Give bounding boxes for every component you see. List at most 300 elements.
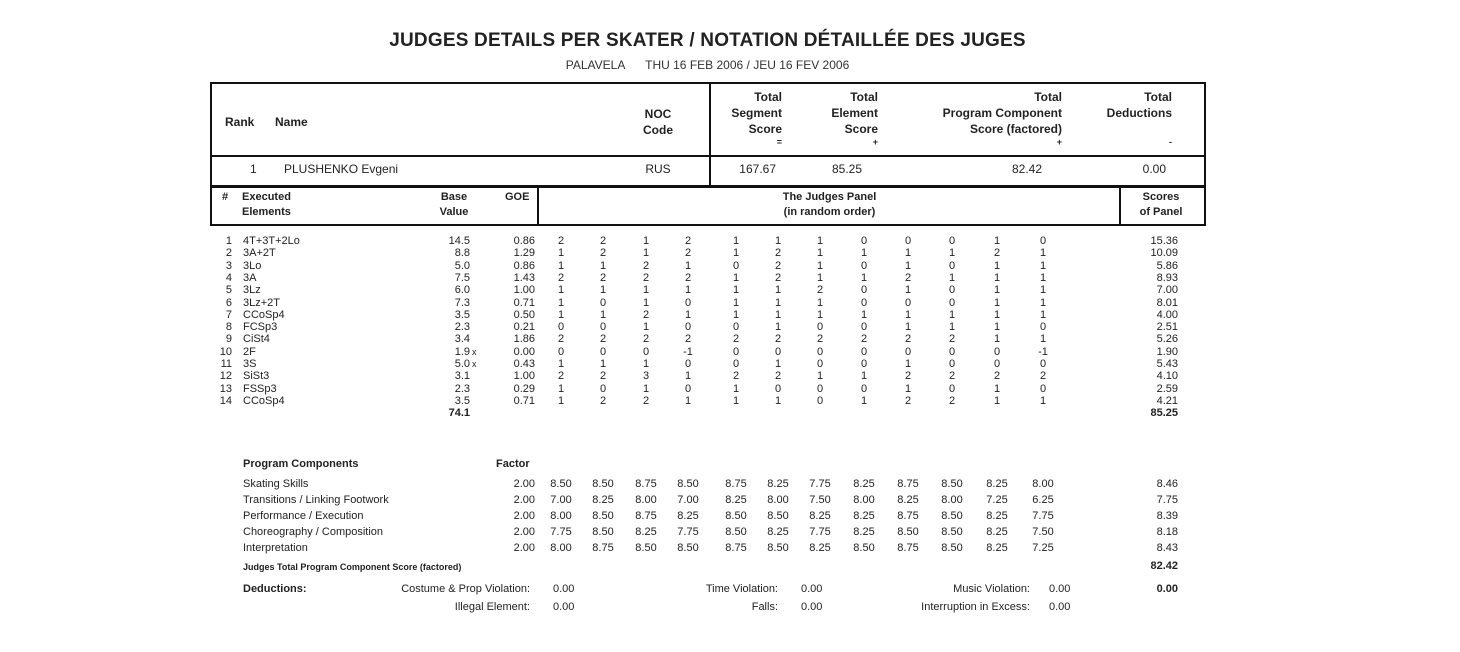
judge-component-mark: 8.50 — [635, 542, 657, 554]
judge-goe: 2 — [774, 259, 782, 272]
judge-component-mark: 7.00 — [677, 494, 699, 506]
judge-goe: 2 — [599, 333, 607, 346]
judge-goe: 2 — [599, 247, 607, 260]
judge-goe: 1 — [642, 321, 650, 334]
judge-component-mark: 8.25 — [767, 526, 789, 538]
judge-goe: 1 — [599, 358, 607, 370]
judge-goe: 1 — [684, 308, 692, 321]
element-number: 12 — [219, 370, 232, 383]
judge-goe: 0 — [860, 284, 868, 297]
elements-header-divider-left — [537, 185, 539, 226]
judge-component-mark: 8.75 — [635, 510, 657, 522]
element-number: 13 — [219, 382, 232, 395]
judge-goe: 2 — [948, 333, 956, 346]
element-goe: 0.50 — [513, 308, 535, 321]
element-base-value: 1.9 — [454, 345, 470, 358]
judge-goe: 2 — [774, 333, 782, 346]
illegal-element-label: Illegal Element: — [454, 601, 530, 613]
element-name: FCSp3 — [243, 321, 278, 334]
judge-goe: 1 — [642, 358, 650, 370]
element-goe: 0.43 — [513, 358, 535, 370]
judge-goe: 2 — [1039, 370, 1047, 383]
judge-goe: 1 — [948, 271, 956, 284]
judge-component-mark: 8.50 — [853, 542, 875, 554]
program-components-header: Program Components — [243, 458, 359, 470]
judge-goe: 1 — [774, 235, 782, 247]
judge-goe: 2 — [860, 333, 868, 346]
judge-goe: 1 — [860, 308, 868, 321]
judge-goe: 2 — [642, 333, 650, 346]
element-base-value: 3.1 — [454, 370, 470, 383]
element-goe: 0.71 — [513, 296, 535, 309]
judge-component-mark: 8.25 — [986, 526, 1008, 538]
judge-goe: 2 — [904, 370, 912, 383]
judge-goe: 1 — [993, 333, 1001, 346]
judge-goe: 1 — [904, 259, 912, 272]
judge-goe: 1 — [1039, 247, 1047, 260]
judge-goe: 1 — [774, 284, 782, 297]
judge-goe: 0 — [684, 358, 692, 370]
judge-goe: 2 — [904, 333, 912, 346]
judge-goe: 1 — [774, 321, 782, 334]
judge-goe: 0 — [948, 382, 956, 395]
element-name: 4T+3T+2Lo — [243, 235, 300, 247]
judge-goe: 1 — [642, 296, 650, 309]
judge-goe: 0 — [860, 321, 868, 334]
judge-goe: 0 — [1039, 382, 1047, 395]
element-number: 5 — [225, 284, 232, 297]
goe-header: GOE — [505, 191, 530, 203]
judge-goe: 0 — [993, 345, 1001, 358]
element-goe: 0.00 — [513, 345, 535, 358]
judge-component-mark: 8.50 — [767, 542, 789, 554]
judge-goe: 1 — [557, 247, 565, 260]
judge-goe: 0 — [816, 345, 824, 358]
judge-component-mark: 8.00 — [635, 494, 657, 506]
judge-component-mark: 7.75 — [809, 526, 831, 538]
judge-goe: 1 — [642, 382, 650, 395]
deductions-total: 0.00 — [1156, 583, 1178, 595]
judge-component-mark: 8.25 — [725, 494, 747, 506]
judge-goe: 2 — [599, 370, 607, 383]
judge-component-mark: 8.50 — [941, 478, 963, 490]
skater-noc: RUS — [645, 162, 671, 176]
judge-component-mark: 8.00 — [550, 510, 572, 522]
judge-goe: 1 — [816, 370, 824, 383]
judge-component-mark: 8.75 — [897, 542, 919, 554]
judge-goe: 3 — [642, 370, 650, 383]
judge-goe: 2 — [557, 333, 565, 346]
judge-component-mark: 8.50 — [592, 526, 614, 538]
judge-goe: 0 — [557, 345, 565, 358]
judge-goe: 0 — [860, 382, 868, 395]
element-name: 2F — [243, 345, 256, 358]
element-panel-score: 8.93 — [1156, 271, 1178, 284]
judge-goe: -1 — [683, 345, 693, 358]
skater-name: PLUSHENKO Evgeni — [284, 162, 399, 176]
judge-goe: 1 — [993, 321, 1001, 334]
interruption-label: Interruption in Excess: — [921, 601, 1030, 613]
judge-component-mark: 8.25 — [986, 542, 1008, 554]
element-number: 2 — [225, 247, 232, 260]
judge-goe: 1 — [732, 271, 740, 284]
judge-goe: 0 — [948, 296, 956, 309]
component-factor: 2.00 — [513, 526, 535, 538]
element-base-value: 2.3 — [454, 382, 470, 395]
judge-goe: 1 — [1039, 296, 1047, 309]
judge-component-mark: 8.75 — [725, 542, 747, 554]
judge-goe: 1 — [948, 247, 956, 260]
judge-component-mark: 8.50 — [677, 478, 699, 490]
judge-goe: 0 — [948, 358, 956, 370]
deductions-label: Deductions: — [243, 583, 307, 595]
judge-goe: 1 — [1039, 394, 1047, 407]
element-panel-score: 5.26 — [1156, 333, 1178, 346]
judge-goe: 2 — [948, 370, 956, 383]
judge-goe: 0 — [732, 358, 740, 370]
judge-component-mark: 8.50 — [677, 542, 699, 554]
num-header: # — [222, 191, 229, 203]
judge-goe: 1 — [993, 394, 1001, 407]
judge-goe: 1 — [1039, 308, 1047, 321]
judge-goe: 1 — [816, 235, 824, 247]
judge-goe: 2 — [642, 271, 650, 284]
illegal-element-value: 0.00 — [553, 601, 575, 613]
judge-goe: 0 — [904, 235, 912, 247]
element-name: 3A — [243, 271, 257, 284]
element-panel-score: 2.59 — [1156, 382, 1178, 395]
element-number: 11 — [220, 358, 232, 370]
judge-goe: 1 — [684, 284, 692, 297]
element-panel-score: 7.00 — [1156, 284, 1178, 297]
judge-component-mark: 8.25 — [635, 526, 657, 538]
judge-goe: 2 — [684, 247, 692, 260]
judge-goe: 1 — [642, 284, 650, 297]
judge-component-mark: 7.25 — [1032, 542, 1054, 554]
judge-goe: 2 — [774, 247, 782, 260]
element-number: 1 — [225, 235, 232, 247]
judge-goe: 0 — [860, 259, 868, 272]
page-subtitle — [0, 58, 1415, 72]
judge-component-mark: 8.00 — [767, 494, 789, 506]
judge-goe: 0 — [1039, 358, 1047, 370]
element-name: SiSt3 — [243, 370, 270, 383]
judge-component-mark: 8.50 — [725, 526, 747, 538]
judge-goe: 2 — [993, 370, 1001, 383]
element-goe: 0.71 — [513, 394, 535, 407]
judge-component-mark: 8.25 — [853, 526, 875, 538]
element-panel-score: 1.90 — [1156, 345, 1178, 358]
judge-goe: 1 — [732, 235, 740, 247]
component-factor: 2.00 — [513, 542, 535, 554]
judge-component-mark: 7.75 — [809, 478, 831, 490]
element-bonus-marker: x — [472, 359, 477, 369]
judge-goe: 1 — [732, 394, 740, 407]
tes-header: Total Element Score + — [831, 90, 878, 147]
judge-goe: 0 — [599, 382, 607, 395]
judge-goe: 1 — [816, 308, 824, 321]
name-header: Name — [275, 115, 308, 129]
tss-header: Total Segment Score = — [731, 90, 782, 147]
judge-component-mark: 8.25 — [897, 494, 919, 506]
judge-component-mark: 8.50 — [941, 510, 963, 522]
judge-goe: 0 — [948, 284, 956, 297]
element-number: 3 — [225, 259, 232, 272]
judge-goe: 1 — [904, 358, 912, 370]
judge-component-mark: 8.50 — [767, 510, 789, 522]
judge-goe: 0 — [860, 345, 868, 358]
judge-goe: 1 — [904, 382, 912, 395]
element-number: 9 — [225, 333, 232, 346]
element-base-value: 3.5 — [454, 308, 470, 321]
judge-goe: 0 — [948, 345, 956, 358]
judge-goe: 0 — [599, 345, 607, 358]
judge-goe: 1 — [557, 358, 565, 370]
judge-goe: 0 — [860, 235, 868, 247]
judge-goe: 0 — [732, 345, 740, 358]
judge-component-mark: 8.50 — [592, 510, 614, 522]
judge-goe: 2 — [774, 370, 782, 383]
judge-goe: 1 — [993, 235, 1001, 247]
element-name: CCoSp4 — [243, 394, 285, 407]
judge-goe: 1 — [993, 308, 1001, 321]
elements-score-total: 85.25 — [1150, 407, 1178, 420]
element-base-value: 6.0 — [454, 284, 470, 297]
judge-goe: 2 — [684, 333, 692, 346]
element-goe: 0.29 — [513, 382, 535, 395]
judge-goe: 0 — [816, 321, 824, 334]
judge-goe: 1 — [1039, 259, 1047, 272]
judge-goe: 0 — [557, 321, 565, 334]
judge-goe: 1 — [816, 247, 824, 260]
element-name: 3A+2T — [243, 247, 276, 260]
element-number: 7 — [225, 308, 232, 321]
base-value-header: Base Value — [439, 191, 469, 218]
judge-goe: 1 — [557, 394, 565, 407]
element-goe: 1.86 — [513, 333, 535, 346]
judge-component-mark: 8.25 — [853, 478, 875, 490]
judge-component-mark: 7.75 — [550, 526, 572, 538]
component-panel-score: 7.75 — [1156, 494, 1178, 506]
judge-goe: 1 — [732, 247, 740, 260]
noc-header: NOC Code — [643, 107, 673, 137]
component-name: Interpretation — [243, 542, 308, 554]
judge-component-mark: 8.75 — [897, 510, 919, 522]
component-panel-score: 8.39 — [1156, 510, 1178, 522]
component-panel-score: 8.46 — [1156, 478, 1178, 490]
judge-component-mark: 8.50 — [941, 542, 963, 554]
judge-goe: 1 — [732, 382, 740, 395]
music-violation-label: Music Violation: — [953, 583, 1030, 595]
music-violation-value: 0.00 — [1049, 583, 1071, 595]
judge-goe: 0 — [599, 321, 607, 334]
judge-goe: 0 — [684, 382, 692, 395]
judge-goe: 0 — [599, 296, 607, 309]
judge-goe: 1 — [684, 370, 692, 383]
time-violation-label: Time Violation: — [705, 583, 778, 595]
judges-panel-header: The Judges Panel (in random order) — [782, 191, 877, 218]
judge-component-mark: 8.75 — [725, 478, 747, 490]
judge-goe: 0 — [684, 296, 692, 309]
element-name: FSSp3 — [243, 382, 277, 395]
element-goe: 0.21 — [513, 321, 535, 334]
judge-goe: 1 — [993, 284, 1001, 297]
judge-goe: 1 — [642, 235, 650, 247]
component-factor: 2.00 — [513, 494, 535, 506]
judge-goe: 1 — [732, 296, 740, 309]
judge-goe: 1 — [904, 247, 912, 260]
element-panel-score: 4.21 — [1156, 394, 1178, 407]
judge-goe: 1 — [993, 271, 1001, 284]
judge-goe: 1 — [557, 284, 565, 297]
judge-component-mark: 6.25 — [1032, 494, 1054, 506]
judge-goe: 2 — [642, 308, 650, 321]
judge-goe: -1 — [1038, 345, 1048, 358]
element-panel-score: 15.36 — [1150, 235, 1178, 247]
judge-component-mark: 8.50 — [941, 526, 963, 538]
judge-goe: 2 — [684, 235, 692, 247]
judge-goe: 2 — [816, 333, 824, 346]
judge-component-mark: 8.75 — [897, 478, 919, 490]
judge-goe: 2 — [642, 259, 650, 272]
judge-goe: 2 — [599, 394, 607, 407]
costume-violation-value: 0.00 — [553, 583, 575, 595]
judge-goe: 1 — [599, 259, 607, 272]
judge-component-mark: 8.25 — [986, 478, 1008, 490]
element-bonus-marker: x — [472, 346, 477, 357]
judge-component-mark: 8.25 — [677, 510, 699, 522]
judge-component-mark: 7.75 — [1032, 510, 1054, 522]
element-number: 14 — [219, 394, 232, 407]
element-name: 3Lo — [243, 259, 262, 272]
judge-component-mark: 8.75 — [592, 542, 614, 554]
judge-goe: 1 — [1039, 333, 1047, 346]
element-goe: 0.86 — [513, 235, 535, 247]
components-total-score: 82.42 — [1150, 560, 1178, 572]
component-panel-score: 8.43 — [1156, 542, 1178, 554]
element-panel-score: 5.43 — [1156, 358, 1178, 370]
element-panel-score: 8.01 — [1156, 296, 1178, 309]
skater-rank: 1 — [250, 162, 257, 176]
component-factor: 2.00 — [513, 510, 535, 522]
judge-goe: 0 — [816, 382, 824, 395]
falls-value: 0.00 — [801, 601, 823, 613]
venue: PALAVELA — [565, 58, 626, 72]
judge-goe: 2 — [993, 247, 1001, 260]
skater-deductions: 0.00 — [1142, 162, 1166, 176]
judge-goe: 1 — [904, 284, 912, 297]
judge-component-mark: 7.75 — [677, 526, 699, 538]
judge-goe: 0 — [816, 394, 824, 407]
judge-component-mark: 7.25 — [986, 494, 1008, 506]
judge-goe: 2 — [642, 394, 650, 407]
judge-goe: 0 — [774, 382, 782, 395]
judge-goe: 1 — [732, 284, 740, 297]
judge-goe: 1 — [860, 370, 868, 383]
judge-goe: 0 — [684, 321, 692, 334]
element-panel-score: 2.51 — [1156, 321, 1178, 334]
factor-header: Factor — [496, 458, 530, 470]
judge-goe: 1 — [993, 296, 1001, 309]
component-name: Choreography / Composition — [243, 526, 384, 538]
skater-pcs: 82.42 — [1011, 162, 1042, 176]
page-title: JUDGES DETAILS PER SKATER / NOTATION DÉTAILLÉE DES JUGES — [389, 30, 1026, 51]
elements-base-total: 74.1 — [448, 407, 470, 420]
judge-goe: 2 — [904, 271, 912, 284]
deductions-header: Total Deductions - — [1106, 90, 1172, 147]
judge-goe: 2 — [557, 235, 565, 247]
judge-goe: 1 — [774, 394, 782, 407]
judge-goe: 0 — [904, 345, 912, 358]
judge-component-mark: 8.25 — [592, 494, 614, 506]
judge-goe: 1 — [557, 259, 565, 272]
judge-goe: 2 — [599, 271, 607, 284]
element-panel-score: 10.09 — [1150, 247, 1178, 260]
element-goe: 1.00 — [513, 370, 535, 383]
summary-header-divider — [210, 155, 1206, 157]
judge-goe: 1 — [642, 247, 650, 260]
element-base-value: 5.0 — [454, 259, 470, 272]
element-base-value: 7.5 — [454, 271, 470, 284]
element-number: 10 — [219, 345, 232, 358]
judge-component-mark: 8.00 — [941, 494, 963, 506]
judge-goe: 1 — [1039, 284, 1047, 297]
judge-component-mark: 8.25 — [809, 510, 831, 522]
judge-goe: 1 — [816, 296, 824, 309]
component-panel-score: 8.18 — [1156, 526, 1178, 538]
judge-goe: 1 — [1039, 271, 1047, 284]
judge-component-mark: 7.50 — [809, 494, 831, 506]
judge-goe: 0 — [1039, 321, 1047, 334]
judge-goe: 0 — [642, 345, 650, 358]
judge-goe: 2 — [557, 271, 565, 284]
element-base-value: 3.5 — [454, 394, 470, 407]
element-name: CiSt4 — [243, 333, 270, 346]
judge-goe: 2 — [732, 370, 740, 383]
element-goe: 1.43 — [513, 271, 535, 284]
element-base-value: 7.3 — [454, 296, 470, 309]
falls-label: Falls: — [751, 601, 778, 613]
element-base-value: 3.4 — [454, 333, 470, 346]
judge-goe: 0 — [1039, 235, 1047, 247]
element-name: 3Lz+2T — [243, 296, 280, 309]
judge-goe: 1 — [948, 308, 956, 321]
element-number: 4 — [225, 271, 232, 284]
judge-goe: 1 — [732, 308, 740, 321]
skater-tss: 167.67 — [739, 162, 776, 176]
judge-goe: 1 — [557, 296, 565, 309]
judge-goe: 1 — [860, 247, 868, 260]
judge-component-mark: 8.00 — [550, 542, 572, 554]
judge-goe: 1 — [557, 308, 565, 321]
component-name: Transitions / Linking Footwork — [243, 494, 389, 506]
judge-component-mark: 8.75 — [635, 478, 657, 490]
judge-goe: 1 — [557, 382, 565, 395]
element-panel-score: 4.00 — [1156, 308, 1178, 321]
judge-component-mark: 8.50 — [897, 526, 919, 538]
judge-goe: 2 — [774, 271, 782, 284]
skater-tes: 85.25 — [831, 162, 862, 176]
judge-goe: 1 — [774, 308, 782, 321]
judge-goe: 1 — [860, 271, 868, 284]
element-base-value: 14.5 — [448, 235, 470, 247]
judge-goe: 1 — [904, 321, 912, 334]
element-goe: 1.00 — [513, 284, 535, 297]
judge-component-mark: 8.50 — [725, 510, 747, 522]
component-name: Performance / Execution — [243, 510, 364, 522]
judge-component-mark: 8.00 — [853, 494, 875, 506]
element-panel-score: 5.86 — [1156, 259, 1178, 272]
